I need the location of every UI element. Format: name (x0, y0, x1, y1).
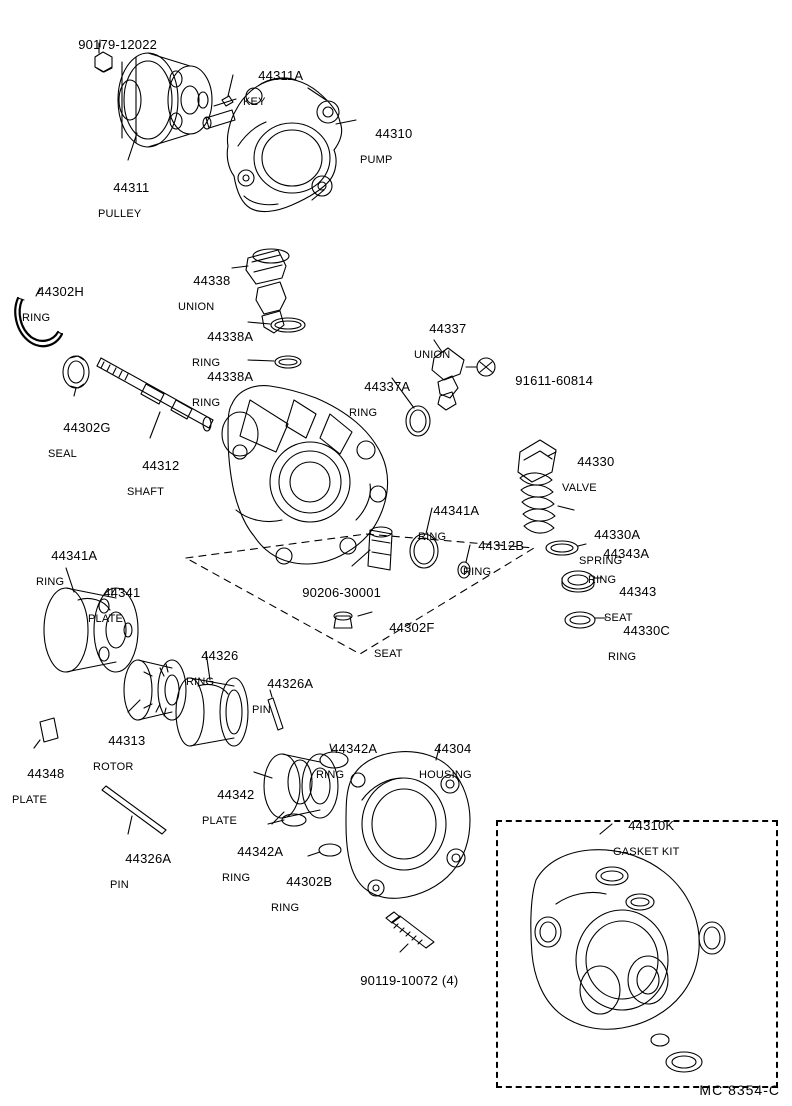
part-number: 44330A (594, 526, 641, 542)
part-name: RING (316, 768, 345, 781)
diagram-footer-code: MC 8354-C (699, 1082, 780, 1098)
part-label-90179-12022 (63, 24, 157, 65)
part-number: 44343 (619, 583, 657, 599)
part-label-44311 (98, 167, 149, 248)
part-number: 44341A (433, 502, 480, 518)
part-number: 44338A (207, 328, 254, 344)
part-name: RING (36, 575, 65, 588)
part-number: 44338A (207, 368, 254, 384)
part-number: 44341A (51, 547, 98, 563)
part-number: 44302B (286, 873, 333, 889)
part-name: PLATE (88, 612, 124, 625)
part-number: 44348 (27, 765, 65, 781)
part-label-44302H (22, 271, 84, 352)
ring-44330C (565, 612, 606, 628)
part-number: 44326A (267, 675, 314, 691)
part-label-44326A-2 (110, 838, 171, 919)
part-name: RING (608, 650, 637, 663)
part-number: 44343A (603, 545, 650, 561)
part-name: SHAFT (127, 485, 165, 498)
part-name: RING (192, 396, 221, 409)
ring-44338A-1 (248, 318, 305, 332)
part-label-44304 (419, 728, 472, 809)
part-label-44338A-2 (192, 356, 253, 437)
part-name: HOUSING (419, 768, 472, 781)
part-name: PUMP (360, 153, 393, 166)
part-name: PIN (252, 703, 271, 716)
part-name: RING (186, 675, 215, 688)
part-label-44330C (608, 610, 670, 691)
rotor-44313 (124, 660, 186, 720)
part-name: RING (192, 356, 221, 369)
part-number: 44326 (201, 647, 239, 663)
ring-44342A-lower (268, 814, 306, 826)
part-name: VALVE (562, 481, 597, 494)
seal-44302G (63, 356, 89, 396)
part-number: 90179-12022 (78, 36, 158, 52)
part-number: 44342 (217, 786, 255, 802)
part-number: 44326A (125, 850, 172, 866)
part-number: 44311 (113, 179, 150, 195)
part-label-44326A-1 (252, 663, 313, 744)
part-name: RING (22, 311, 51, 324)
part-name: RING (222, 871, 251, 884)
part-number: 44302G (63, 419, 111, 435)
part-name: SEAT (374, 647, 403, 660)
part-label-44302G (48, 407, 111, 488)
part-number: 91611-60814 (515, 372, 594, 388)
part-name: RING (349, 406, 378, 419)
ring-44338A-2 (248, 356, 301, 368)
part-number: 44341 (103, 584, 141, 600)
part-label-44342A-upper (316, 728, 377, 809)
part-label-44313 (93, 720, 145, 801)
part-number: 44337 (429, 320, 467, 336)
part-name: ROTOR (93, 760, 134, 773)
part-label-44302F (374, 607, 435, 688)
bolt-91611-60814 (466, 358, 495, 376)
part-number: 44302H (37, 283, 84, 299)
part-name: UNION (414, 348, 451, 361)
part-label-44310K (613, 805, 680, 886)
plate-44348 (34, 718, 58, 748)
bolt-90119-10072 (386, 912, 434, 952)
part-number: 90119-10072 (4) (360, 972, 459, 988)
part-name: SEAT (604, 611, 633, 624)
part-label-44348 (12, 753, 64, 834)
part-label-44337A (349, 366, 410, 447)
part-number: 44310K (628, 817, 675, 833)
part-label-44330 (562, 441, 614, 522)
part-label-44302B (271, 861, 332, 942)
part-number: 44313 (108, 732, 146, 748)
part-number: 44337A (364, 378, 411, 394)
part-name: SPRING (579, 554, 623, 567)
part-label-90206-30001 (287, 572, 381, 613)
part-name: UNION (178, 300, 215, 313)
part-number: 44312B (478, 537, 525, 553)
part-name: KEY (243, 95, 266, 108)
seat-44302F (334, 612, 372, 628)
part-name: PLATE (12, 793, 48, 806)
part-name: PIN (110, 878, 129, 891)
part-number: 44304 (434, 740, 472, 756)
part-name: PLATE (202, 814, 238, 827)
part-number: 44342A (237, 843, 284, 859)
part-number: 90206-30001 (302, 584, 382, 600)
part-label-44312B (463, 525, 524, 606)
part-label-91611-60814 (500, 360, 593, 401)
ring-44302B (308, 844, 341, 856)
part-label-44337 (414, 308, 466, 389)
part-number: 44310 (375, 125, 413, 141)
part-number: 44330 (577, 453, 615, 469)
part-label-44310 (360, 113, 412, 194)
part-name: SEAL (48, 447, 77, 460)
part-name: RING (463, 565, 492, 578)
part-number: 44330C (623, 622, 670, 638)
part-number: 44342A (331, 740, 378, 756)
part-name: RING (271, 901, 300, 914)
part-number: 44338 (193, 272, 231, 288)
part-name: PULLEY (98, 207, 142, 220)
part-label-44341 (88, 572, 140, 653)
part-label-44312 (127, 445, 179, 526)
plug-90206-30001 (352, 527, 392, 570)
part-name: RING (588, 573, 617, 586)
part-label-44311A (243, 55, 303, 136)
part-label-44326 (186, 635, 238, 716)
part-number: 44311A (258, 67, 304, 83)
part-name: RING (418, 530, 447, 543)
part-name: GASKET KIT (613, 845, 680, 858)
part-number: 44312 (142, 457, 180, 473)
part-number: 44302F (389, 619, 435, 635)
part-label-90119-10072 (345, 960, 458, 1001)
